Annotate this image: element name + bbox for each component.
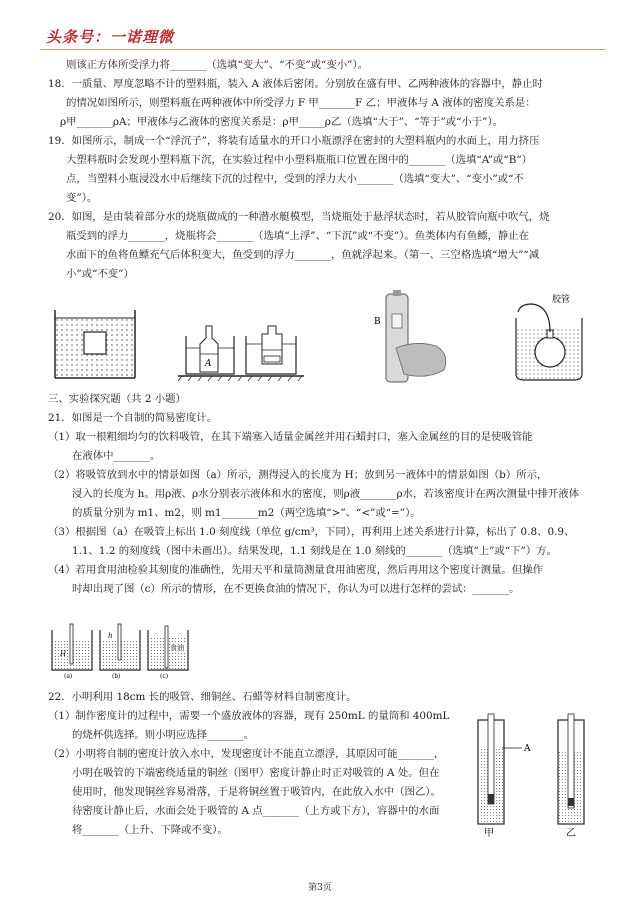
text-line: （1）取一根粗细均匀的饮料吸管，在其下端塞入适量金属丝并用石蜡封口，塞入金属丝的目的是使吸管能	[48, 431, 533, 443]
figure-caption-c: (c)	[160, 673, 169, 680]
text-line: （1）制作密度计的过程中，需要一个盛放液体的容器，现有 250mL 的量筒和 400mL	[48, 710, 450, 722]
text-line: （4）若用食用油检验其刻度的准确性，先用天平和量筒测量食用油密度，然后再用这个密度计测量。但操作	[48, 564, 543, 576]
page-number: 第3页	[308, 883, 332, 893]
text-line: ρ甲_______ρA；甲液体与乙液体的密度关系是：ρ甲_____ρ乙（选填“大于”、“等于”或“小于”）。	[60, 116, 504, 128]
figure-label-h: h	[108, 632, 113, 640]
question-22	[48, 688, 468, 840]
text-line: 在液体中_______。	[72, 450, 161, 462]
figure-diver-bottle	[366, 290, 456, 385]
text-line: 浸入的长度为 h。用ρ液、ρ水分别表示液体和水的密度，则ρ液_______ρ水，若该密度计在两次测量中排开液体	[72, 488, 580, 500]
figure-label-H: H	[60, 650, 67, 658]
text-line: 21．如图是一个自制的简易密度计。	[48, 412, 218, 424]
text-line: 大塑料瓶时会发现小塑料瓶下沉，在实验过程中小塑料瓶瓶口位置在图中的_______（选填“A”或“B”）	[66, 154, 533, 166]
figure-caption-a: (a)	[64, 673, 73, 680]
page-header	[40, 22, 605, 50]
figure-density-beakers	[48, 622, 198, 680]
figure-label-oil: 食油	[170, 644, 184, 652]
text-line: （3）根据图（a）在吸管上标出 1.0 刻度线（单位 g/cm³，下同），再利用上述关系进行计算，标出了 0.8、0.9、	[48, 526, 575, 538]
text-line: 将_______（上升、下降或不变）。	[72, 824, 228, 836]
text-line: 1.1、1.2 的刻度线（图中未画出）。结果发现，1.1 刻线是在 1.0 刻线的_______（选填“上”或“下”）方。	[72, 545, 558, 557]
section-experiment	[48, 390, 608, 599]
text-line: （2）将吸管放到水中的情景如图（a）所示，测得浸入的长度为 H；放到另一液体中的情景如图（b）所示，	[48, 469, 548, 481]
text-line: 小明在吸管的下端密绕适量的铜丝（图甲）密度计静止时正对吸管的 A 处。但在	[72, 767, 440, 779]
figure-label-b: B	[374, 317, 381, 327]
figure-flask-tube	[496, 292, 601, 382]
text-line: 待密度计静止后，水面会处于吸管的 A 点_______（上方或下方），容器中的水面	[72, 805, 440, 817]
text-line: 20．如图，是由装着部分水的烧瓶做成的一种潜水艇模型，当烧瓶处于悬浮状态时，若从胶管向瓶中吹气，烧	[48, 211, 550, 223]
text-line: 的质量分别为 m1、m2，则 m1_______m2（两空选填“>”、“<”或“=”）。	[72, 507, 421, 519]
figure-label-tube: 胶管	[552, 295, 571, 305]
text-line: 点，当塑料小瓶浸没水中后继续下沉的过程中，受到的浮力大小_______（选填“变大”、“变小”或“不	[66, 173, 524, 185]
header-title: 头条号：一诺理微	[46, 28, 175, 46]
text-line: 瓶受到的浮力_______，烧瓶将会_______（选填“上浮”、“下沉”或“不变”）。鱼类体内有鱼鳔，静止在	[66, 230, 530, 242]
text-line: 变”）。	[66, 192, 98, 204]
figure-bottles	[176, 304, 306, 382]
text-line: 的烧杯供选择。则小明应选择_______。	[72, 729, 254, 741]
text-line: 小”或“不变”）	[66, 268, 134, 280]
figure-density-cylinders	[462, 712, 610, 838]
figure-row-q17-20	[48, 290, 608, 385]
figure-label-a: A	[205, 359, 212, 369]
text-line: （2）小明将自制的密度计放入水中，发现密度计不能直立漂浮，其原因可能_______，	[48, 748, 445, 760]
figure-label-jia: 甲	[484, 828, 494, 838]
section-title: 三、实验探究题（共 2 小题）	[48, 393, 186, 405]
text-line: 的情况如图所示，则塑料瓶在两种液体中所受浮力 F 甲_______F 乙；甲液体与 A 液体的密度关系是：	[66, 97, 536, 109]
text-line: 19．如图所示，制成一个“浮沉子”，将装有适量水的开口小瓶漂浮在密封的大塑料瓶内的水面上，用力挤压	[48, 135, 540, 147]
figure-label-point-a: A	[524, 744, 531, 754]
text-line: 水面下的鱼将鱼鳔充气后体积变大，鱼受到的浮力_______，鱼就浮起来。（第一、三空格选填“增大”“减	[66, 249, 540, 261]
text-line: 时却出现了图（c）所示的情形，在不更换食油的情况下，你认为可以进行怎样的尝试：_______。	[72, 583, 520, 595]
text-line: 则该正方体所受浮力将_______（选填“变大”、“不变”或“变小”）。	[66, 59, 369, 71]
figure-caption-b: (b)	[112, 673, 121, 680]
text-line: 22．小明利用 18cm 长的吸管、细铜丝、石蜡等材料自制密度计。	[48, 691, 357, 703]
text-line: 18．一质量、厚度忽略不计的塑料瓶，装入 A 液体后密闭。分别放在盛有甲、乙两种液体的容器中，静止时	[48, 78, 543, 90]
figure-cube-beaker	[50, 308, 140, 380]
page-content	[48, 56, 608, 284]
text-line: 使用时，他发现铜丝容易滑落，于是将铜丝置于吸管内，在此放入水中（图乙）。	[72, 786, 441, 798]
figure-label-yi: 乙	[566, 828, 576, 838]
